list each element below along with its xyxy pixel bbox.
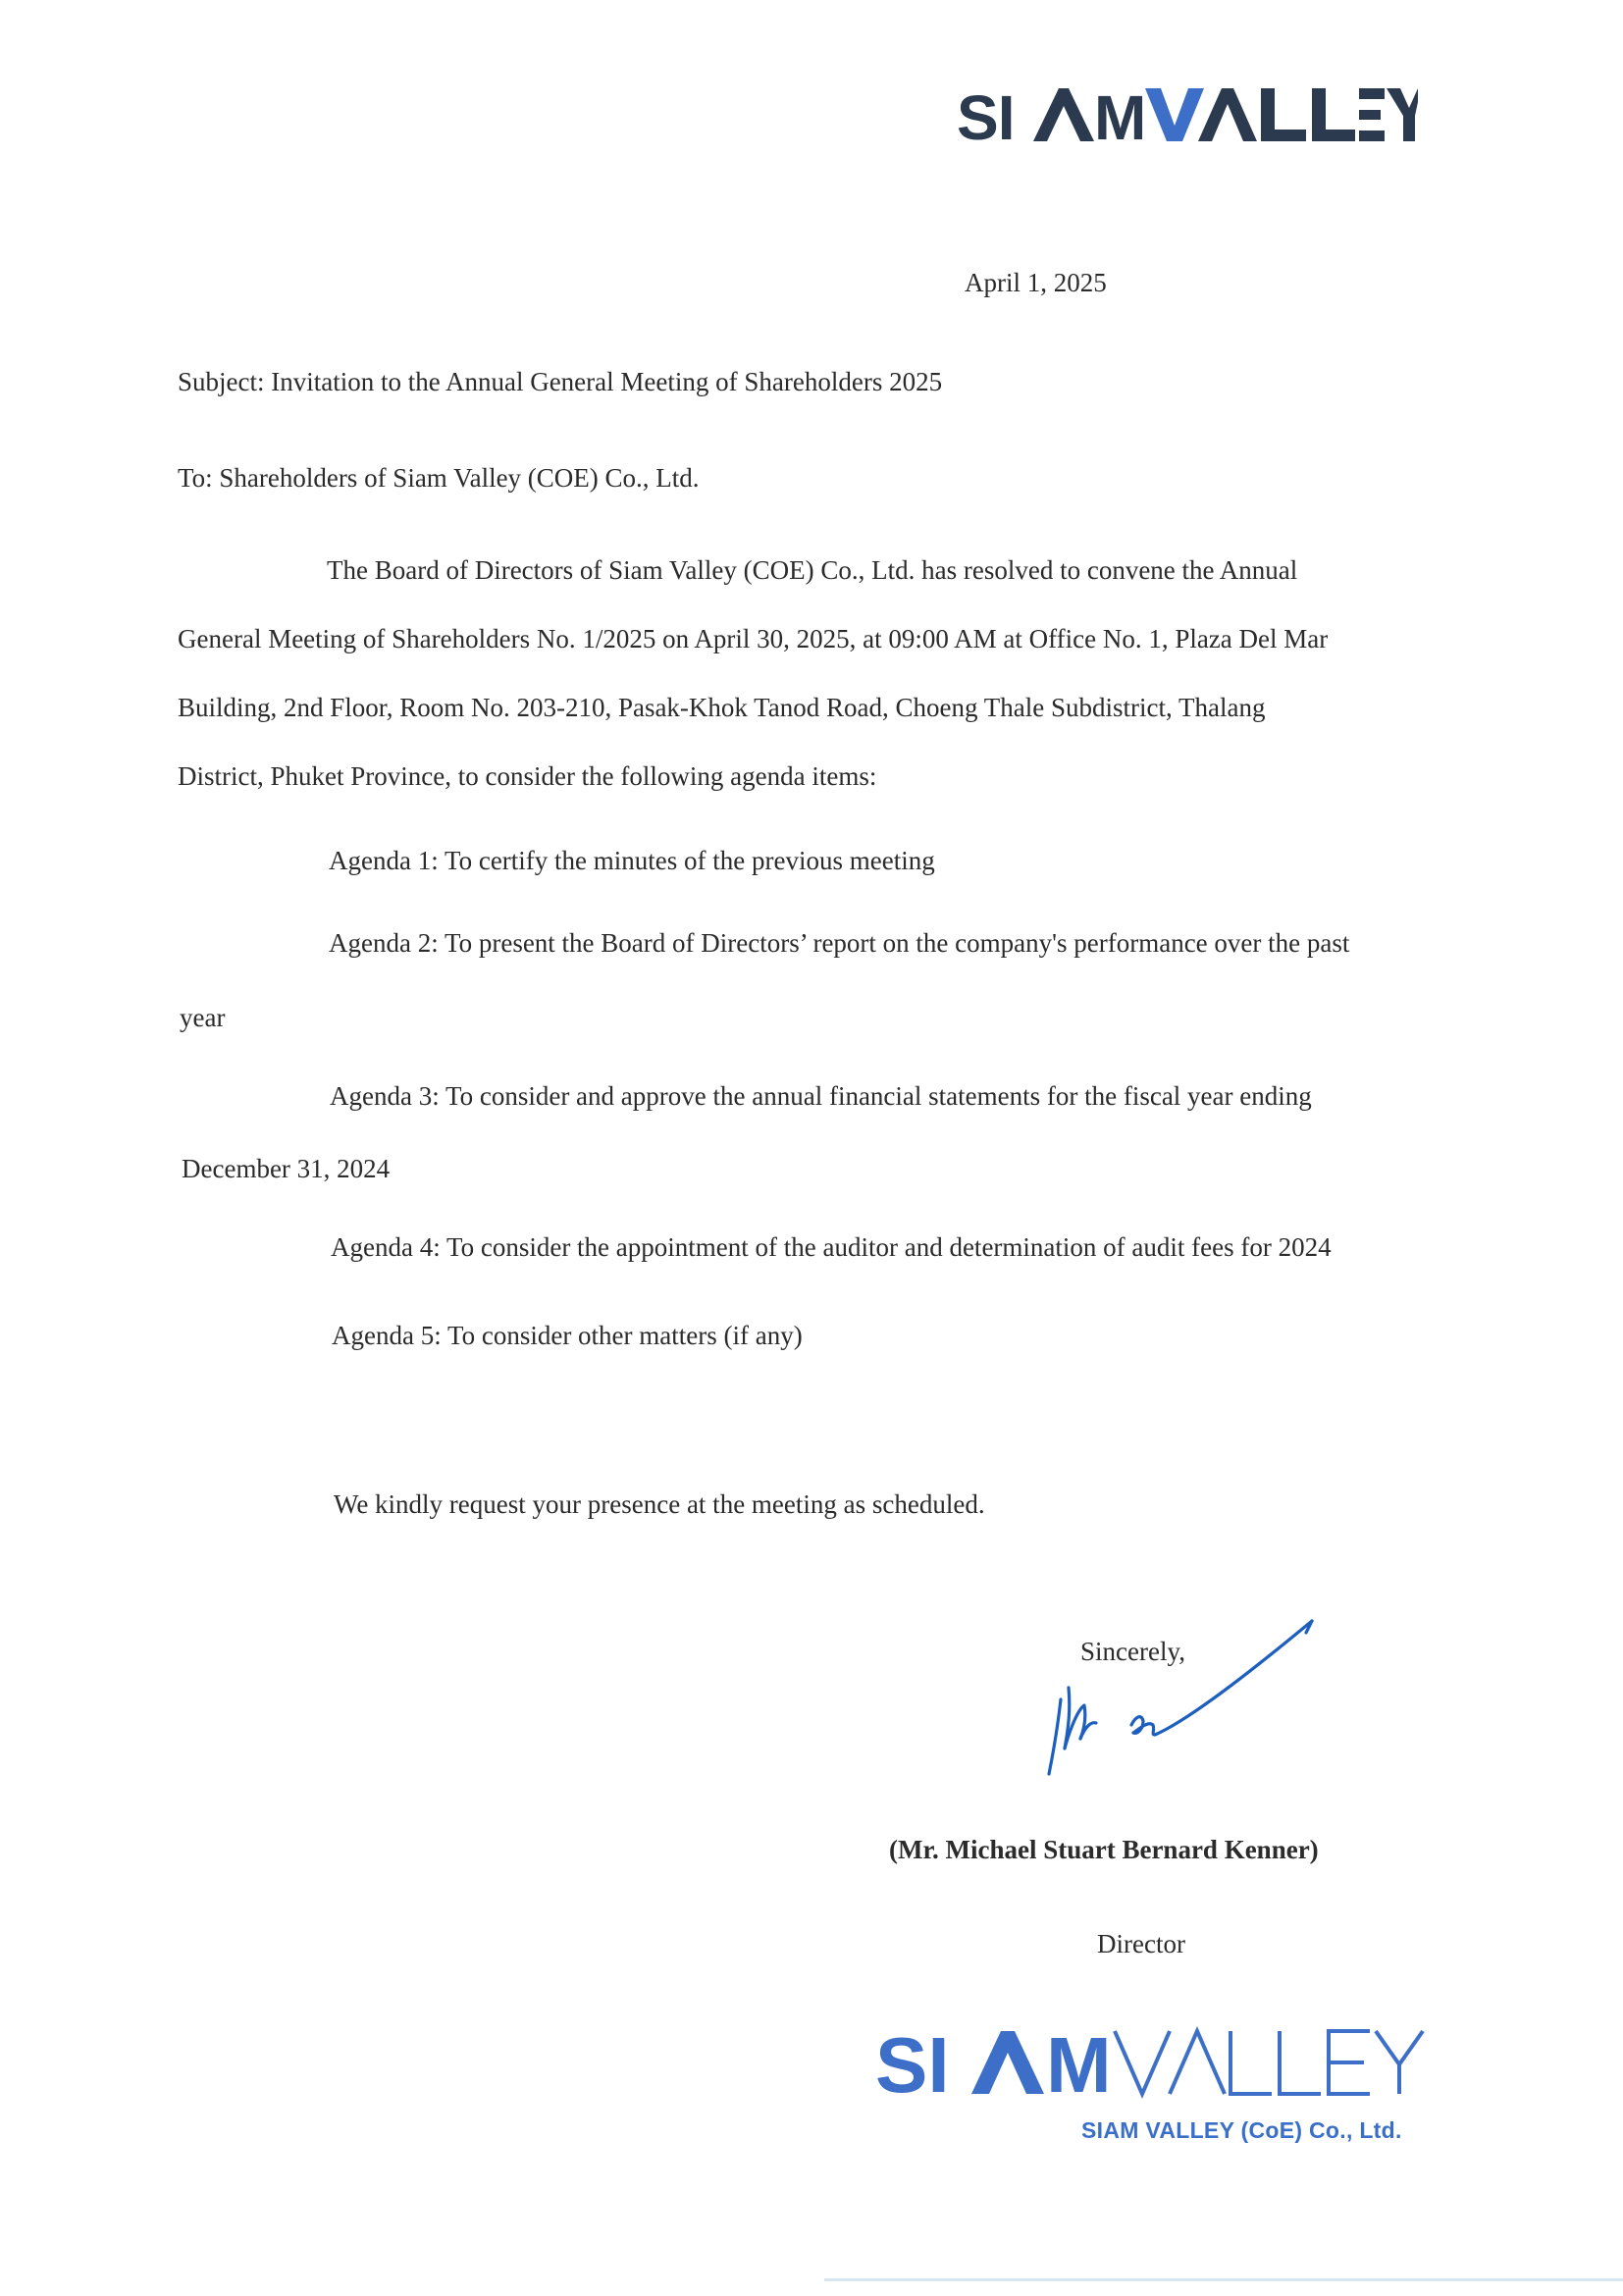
agenda-item-3: Agenda 3: To consider and approve the annual financial statements for the fiscal year ending bbox=[330, 1081, 1312, 1111]
closing-salutation: Sincerely, bbox=[1080, 1637, 1185, 1666]
svg-text:M: M bbox=[1094, 82, 1147, 151]
handwritten-signature bbox=[1035, 1619, 1320, 1786]
letter-subject: Subject: Invitation to the Annual General Meeting of Shareholders 2025 bbox=[178, 367, 943, 396]
signer-title: Director bbox=[1097, 1929, 1185, 1958]
svg-text:SI: SI bbox=[875, 2023, 950, 2104]
agenda-item-2-continued: year bbox=[180, 1003, 226, 1032]
agenda-item-4: Agenda 4: To consider the appointment of the auditor and determination of audit fees for 2024 bbox=[331, 1232, 1332, 1262]
body-paragraph-line: The Board of Directors of Siam Valley (COE) Co., Ltd. has resolved to convene the Annual bbox=[327, 555, 1298, 585]
agenda-item-1: Agenda 1: To certify the minutes of the previous meeting bbox=[329, 846, 935, 875]
request-sentence: We kindly request your presence at the meeting as scheduled. bbox=[334, 1489, 985, 1519]
body-paragraph-line: Building, 2nd Floor, Room No. 203-210, Pasak-Khok Tanod Road, Choeng Thale Subdistrict, Thalang bbox=[178, 693, 1266, 722]
letter-date: April 1, 2025 bbox=[965, 268, 1107, 297]
agenda-item-5: Agenda 5: To consider other matters (if any) bbox=[332, 1321, 803, 1350]
agenda-item-3-continued: December 31, 2024 bbox=[182, 1154, 391, 1183]
svg-text:M: M bbox=[1046, 2023, 1112, 2104]
signer-name: (Mr. Michael Stuart Bernard Kenner) bbox=[889, 1835, 1319, 1864]
body-paragraph-line: District, Phuket Province, to consider the following agenda items: bbox=[178, 761, 877, 791]
agenda-item-2: Agenda 2: To present the Board of Directors’ report on the company's performance over the past bbox=[329, 928, 1350, 958]
svg-text:SI: SI bbox=[957, 82, 1015, 151]
letter-recipient: To: Shareholders of Siam Valley (COE) Co., Ltd. bbox=[178, 463, 700, 493]
stamp-company-name: SIAM VALLEY (CoE) Co., Ltd. bbox=[1081, 2117, 1402, 2143]
company-stamp-logo bbox=[875, 2023, 1425, 2104]
page-edge-line bbox=[824, 2278, 1623, 2281]
siam-valley-logo bbox=[957, 82, 1418, 151]
body-paragraph-line: General Meeting of Shareholders No. 1/2025 on April 30, 2025, at 09:00 AM at Office No. 1, Plaza Del Mar bbox=[178, 624, 1329, 653]
